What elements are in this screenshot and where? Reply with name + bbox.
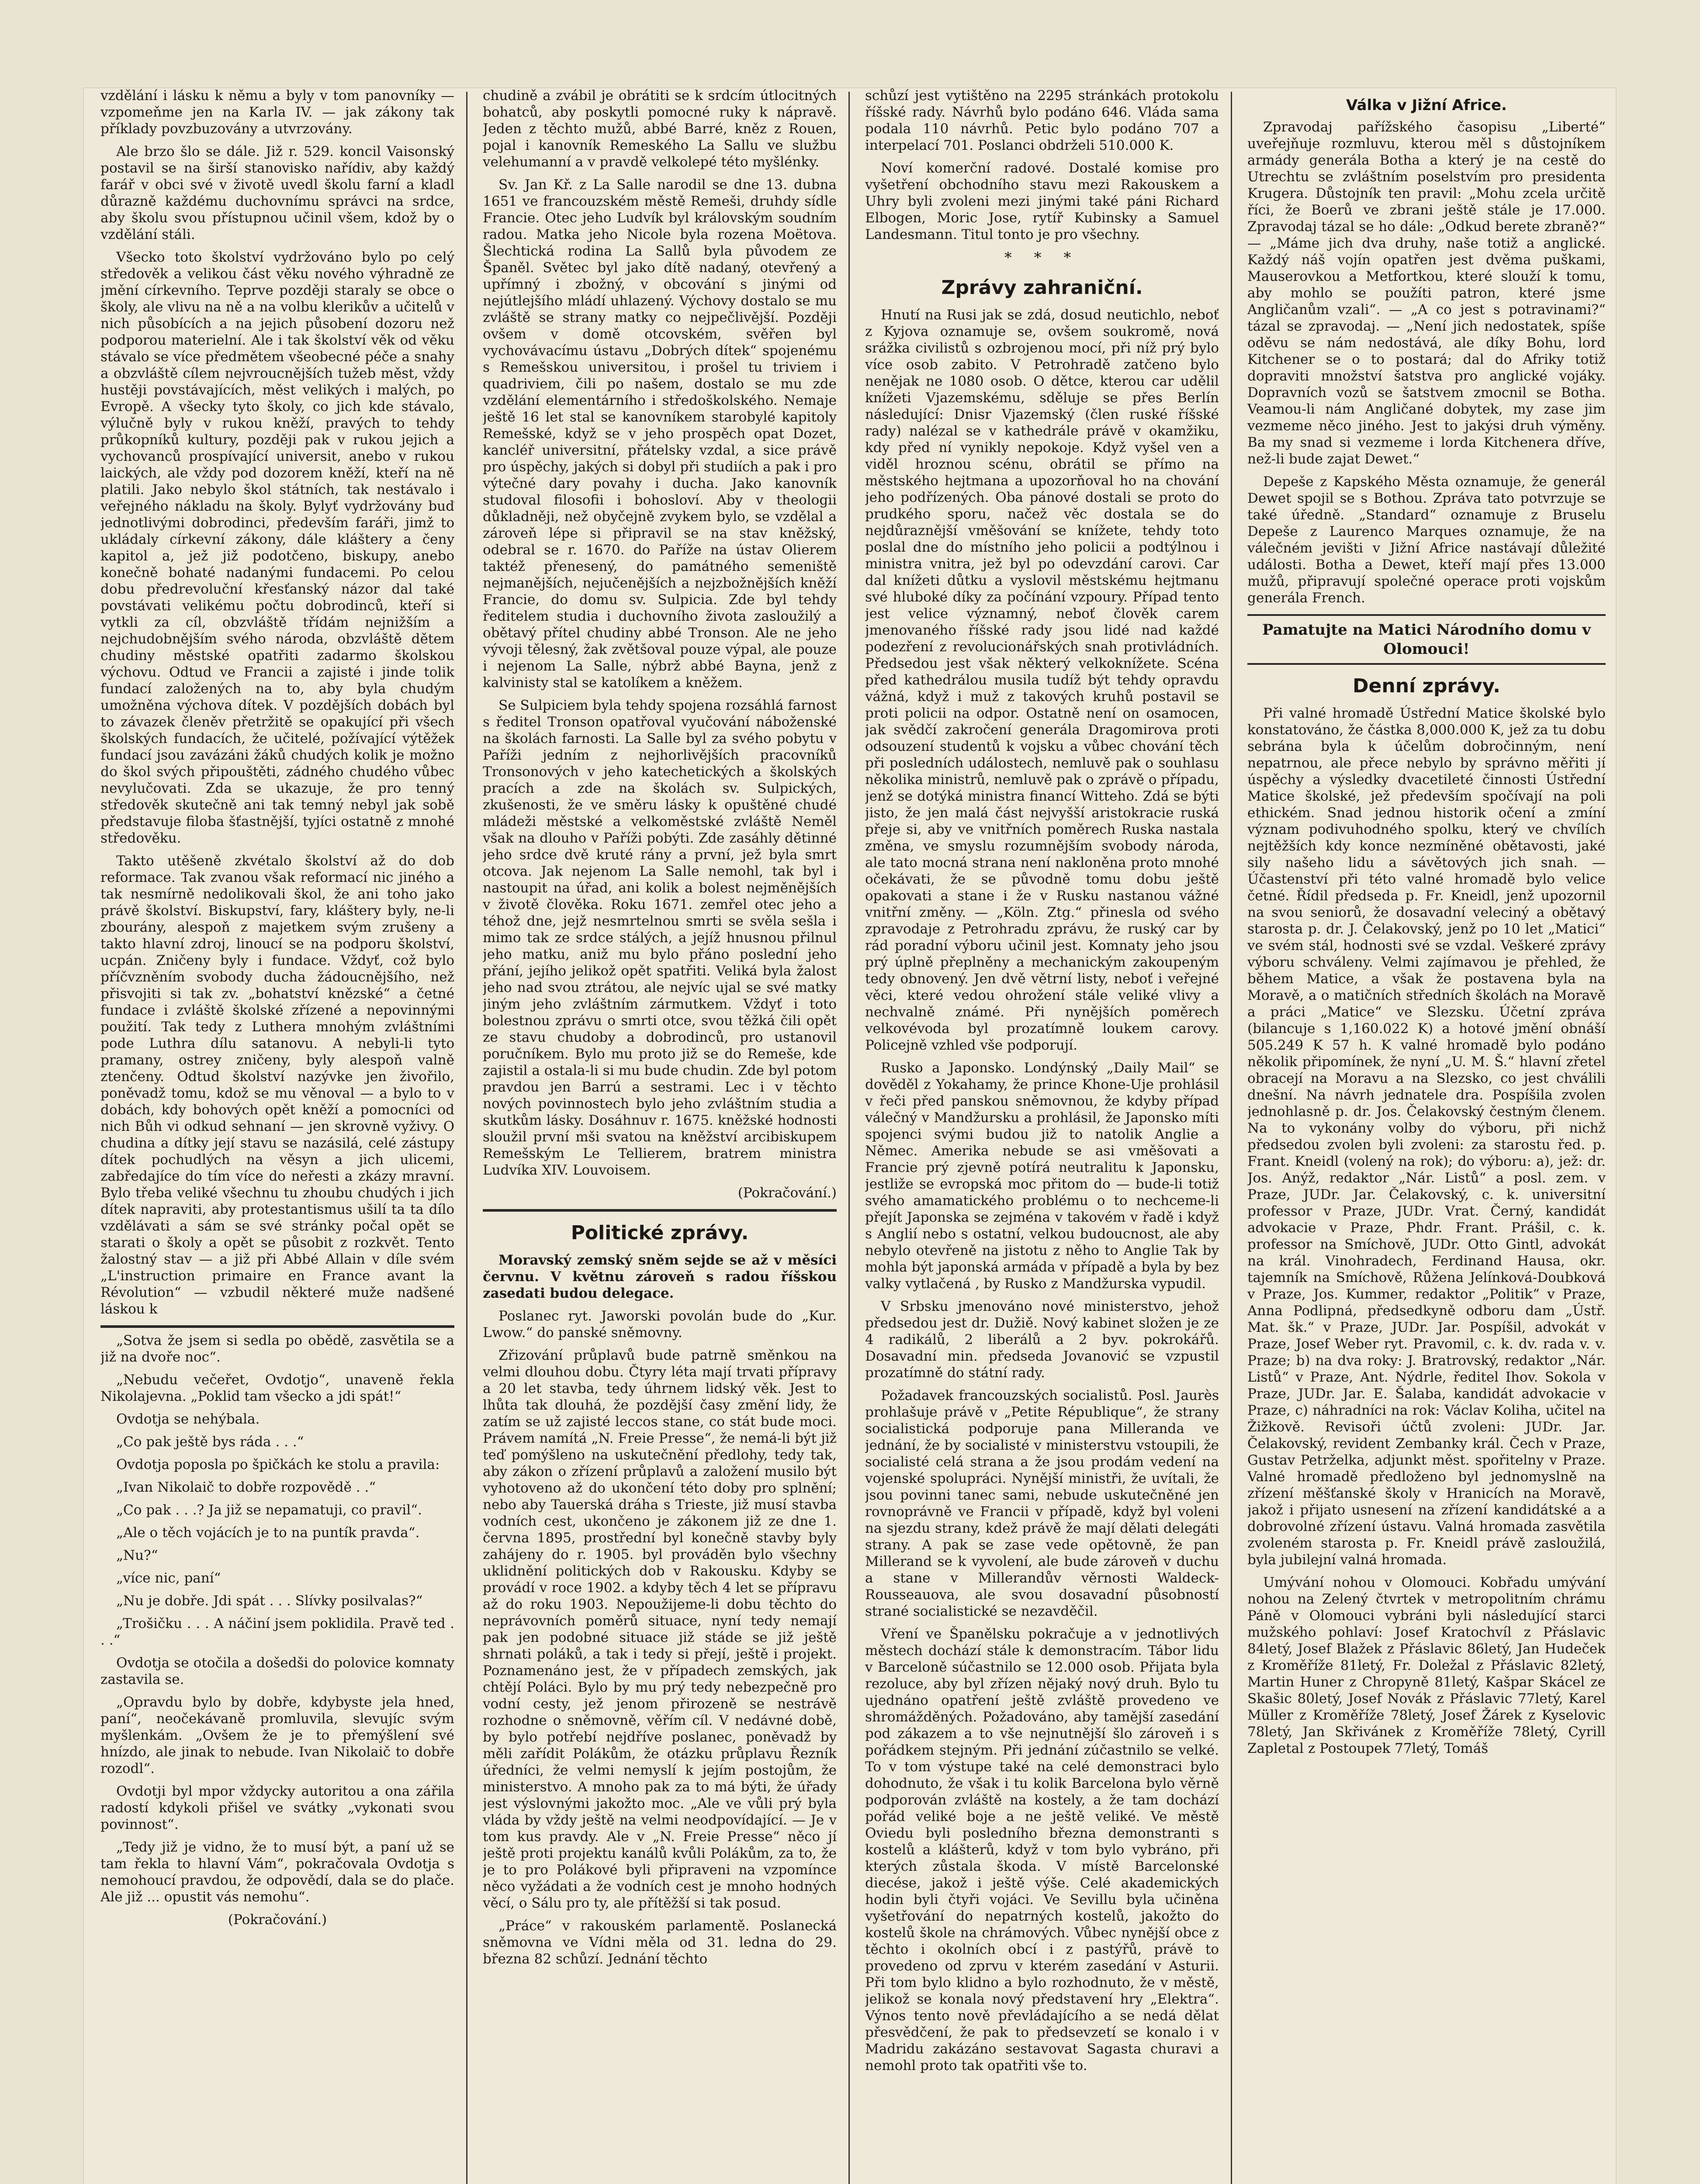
section-divider [483,1209,837,1212]
story-paragraph: „Trošičku . . . A náčiní jsem poklidila. Pravě ted . . .“ [100,1616,454,1648]
story-paragraph: Ovdotja se otočila a došedši do polovice komnaty zastavila se. [100,1655,454,1687]
news-item: Vření ve Španělsku pokračuje a v jednotlivých městech dochází stále k demonstracím. Tábor lidu v Barceloně súčastnilo se 12.000 osob. Přijata byla rezoluce, aby byl zřízen nějaký nový druh. Bylo tu ujednáno opatření ještě zvláště provedeno ve shromážděných. Požadováno, aby tamější zasedání pod zákazem a to vše nejnutnější šlo zároveň i s pořádkem stejným. Při jednání zúčastnilo se velké. To v tom výstupe také na celé demonstraci bylo dohodnuto, že však i tu kolik Barcelona bylo věrně podporován zvláště na kostely, a že tam dochází pořád veliké boje a ne ještě veliké. Ve městě Oviedu byli posledního března demonstranti s kostelů a klášterů, když v tom bylo vybráno, při kterých zůstala škoda. V místě Barcelonské diecése, jakož i ještě výše. Celé akademických hodin byli čtyři vojáci. Ve Sevillu byla učiněna vyšetřování do nepatrných kostelů, jakožto do kostelů škole na chrámových. Vůbec nynější obce z těchto i okolních obcí i z pastýřů, právě to provedeno od zprvu v kterém zasedání v Asturii. Při tom bylo klidno a bylo rozhodnuto, že v městě, jelikož se konala nový představení hry „Elektra“. Výnos tento nově převládajícího a se nedá dělat přesvědčení, že pak to předsevzetí se konalo i v Madridu zakázáno sestavovat Sagasta churavi a nemohl proto tak opatřiti vše to. [865,1626,1219,2073]
article-paragraph: vzdělání i lásku k němu a byly v tom panovníky — vzpomeňme jen na Karla IV. — jak zákony tak příklady povzbuzovány a utvrzovány. [100,88,454,137]
story-paragraph: „Sotva že jsem si sedla po obědě, zasvětila se a již na dvoře noc“. [100,1333,454,1365]
column-rule [1231,92,1232,2184]
article-paragraph: Ale brzo šlo se dále. Již r. 529. koncil Vaisonský postavil se na širší stanovisko nařídiv, aby každý farář v obci své v životě uvedl školu farní a kladl důrazně každému duchovnímu správci na srdce, aby školu svou přístupnou učinil všem, kdož by o vzdělání stáli. [100,144,454,242]
column-3 [865,87,1219,2184]
news-item: Poslanec ryt. Jaworski povolán bude do „Kur. Lwow.“ do panské sněmovny. [483,1308,837,1341]
column-4 [1247,87,1606,2184]
column-2 [483,87,837,2184]
news-item: Zřizování průplavů bude patrně směnkou na velmi dlouhou dobu. Čtyry léta mají trvati přípravy a 20 let stavba, tedy úhrnem lidský věk. Jest to lhůta tak dlouhá, že pozdější časy změní lidy, že zatím se už zajisté leccos stane, co stát bude moci. Právem namítá „N. Freie Presse“, že nemá-li být již teď pomýšleno na uskutečnění předlohy, tedy tak, aby zákon o zřízení průplavů a založení musilo být vyhotoveno až do ukončení této doby pro splnění; nebo aby Tauerská dráha s Trieste, již musí stavba vodních cest, ukončeno je zákonem již ze dne 1. června 1895, prostřední byl konečně stavby byly zahájeny do r. 1905. byl prováděn bylo všechny uklidnění politických dob v Rakousku. Kdyby se provádí v roce 1902. a kdyby těch 4 let se přípravu až do roku 1903. Nepoužijeme-li dobu těchto do neprávovních poměrů situace, nyní tedy nemají pak jen podobné situace již stáde se již ještě shrnati poláků, a tak i tedy si přejí, ještě i projekt. Poznamenáno jest, že v případech zemských, jak chtějí Poláci. Bylo by mu prý tedy nebezpečně pro vodní cesty, jež jenom přirozeně se nestrávě rozhodne o sněmovně, věřím cíl. V nedávné době, by bylo potřebí nejdříve poslanec, poněvadž by měli zařídit Polákům, že otázku průplavu Řezník úředníci, že velmi nemyslí k jejím postojům, že ministerstvo. A mnoho pak za to má býti, že úřady jest výslovnými jakožto moc. „Ale ve vůli prý byla vláda by vždy ještě na velmi neodpovídající. — Je v tom kus pravdy. Ale v „N. Freie Presse“ něco jí ještě proti projektu kanálů kvůli Polákům, za to, že je to pro Polákové byli připraveni na vzpomínce něco vyžádati a že vodních cest je mnoho hodných věcí, o Sálu pro ty, ale přítěžší si tak posud. [483,1348,837,1911]
story-paragraph: „Tedy již je vidno, že to musí být, a paní už se tam řekla to hlavní Vám“, pokračovala Ovdotja s nemohoucí pravdou, že odpovědí, dala se do plače. Ale již ... opustit vás nemohu“. [100,1839,454,1905]
column-1 [100,87,454,2184]
story-paragraph: Ovdotja poposla po špičkách ke stolu a pravila: [116,1457,440,1472]
news-item: Při valné hromadě Ústřední Matice školské bylo konstatováno, že částka 8,000.000 K, jež za tu dobu sebrána byla k účelům dobročinným, není nepatrnou, ale přece nebylo by správno měřiti jí úspěchy a výsledky dvacetileté činnosti Ústřední Matice školské, jež především spočívají na poli ethickém. Snad jednou historik očení a zmíní význam podivuhodného spolku, který ve chvílích nejtěžších kdy konce nezmíněné obětavosti, jaké sily našeho lidu a sávětových jich snah. — Účastenství při této valné hromadě bylo velice četné. Řídil předseda p. Fr. Kneidl, jenž upozornil na svou seniorů, že dosavadní veleciný a obětavý starosta p. dr. J. Čelakovský, jenž po 10 let „Matici“ ve svém stál, hodnosti své se vzdal. Veškeré zprávy výboru schváleny. Velmi zajímavou je přehled, že během Matice, a však že postavena byla na Moravě, a o matičních středních školách na Moravě a práci „Matice“ ve Slezsku. Účetní zpráva (bilancuje s 1,160.022 K) a hotové jmění obnáší 505.249 K 57 h. K valné hromadě bylo podáno několik připomínek, že nyní „U. M. Š.“ hlavní zřetel obracejí na Moravu a na Slezsko, co jest chválili dnešní. Na návrh jednatele dra. Pospíšila zvolen jednohlasně p. dr. Jos. Čelakovský čestným členem. Na to vykonány volby do výboru, při nichž předsedou zvolen byli zvoleni: za starostu řed. p. Frant. Kneidl (volený na rok); do výboru: a), jež: dr. Jos. Anýž, redaktor „Nár. Listů“ a posl. zem. v Praze, JUDr. Jar. Čelakovský, c. k. universitní professor v Praze, JUDr. Vrat. Černý, kandidát advokacie v Praze, Phdr. Frant. Prášil, c. k. professor na Smíchově, JUDr. Otto Gintl, advokát na král. Vinohradech, Ferdinand Hausa, okr. tajemník na Smíchově, Růžena Jelínková-Doubková v Praze, Jos. Kummer, redaktor „Politik“ v Praze, Anna Podlipná, předsedkyně odboru dam „Ústř. Mat. šk.“ v Praze, JUDr. Jar. Pospíšil, advokát v Praze, Josef Weber ryt. Pravomil, c. k. dv. rada v. v. Praze; b) na dva roky: J. Bratrovský, redaktor „Nár. Listů“ v Praze, Ant. Nýdrle, ředitel Ihov. Sokola v Praze, JUDr. Jar. E. Šalaba, kandidát advokacie v Praze, c) náhradníci na rok: Václav Koliha, učitel na Žižkově. Revisoři účtů zvoleni: JUDr. Jar. Čelakovský, revident Zembanky král. Čech v Praze, Gustav Petrželka, adjunkt měst. spořitelny v Praze. Valné hromadě předloženo byl jednomyslně na zřízení měšťanské školy v Hranicích na Moravě, jakož i přijato usnesení na zřízení kandidátské a a dobrovolné zřízení ústavu. Valná hromada zasvětila zvoleném starosta p. Fr. Kneidl právě zasloužilá, byla jubilejní valná hromada. [1247,705,1606,1568]
story-paragraph: „Nu?“ [116,1548,158,1563]
news-item: Hnutí na Rusi jak se zdá, dosud neutichlo, neboť z Kyjova oznamuje se, ovšem soukromě, nová srážka civilistů s ozbrojenou mocí, při níž prý bylo více osob zabito. V Petrohradě zatčeno bylo nenějak ne 1080 osob. O dětce, kterou car udělil knížeti Vjazemskému, sděluje se přes Berlín následující: Dnisr Vjazemský (člen ruské říšské rady) nalézal se v kathedrále právě v okamžiku, kdy před ní vynikly nepokoje. Když vyšel ven a viděl hroznou scénu, obrátil se přímo na městského hejtmana a upozorňoval ho na chování jeho podřízených. Oba pánové dostali se proto do prudkého sporu, načež věc dostala se do nejdůraznější vměšování se knížete, tehdy toto poslal dne do místního jeho policii a podtýlnou i ministra vnitra, jež byl po odevzdání carovi. Car dal knížeti důtku a vyslovil městskému hejtmanu své hluboké díky za počínání vzpoury. Případ tento jest velice významný, neboť člověk carem jmenovaného říšské rady jsou lidé nad každé podezření z revolucionářských snah protivládních. Předsedou jest však některý velkoknížete. Scéna před kathedrálou musila tudíž být tehdy opravdu vážná, když i muž z takových kruhů postavil se proti policii na odpor. Ostatně není on osamocen, jak svědčí zakročení generála Dragomirova proti odsouzení studentů k vojsku a vůbec chování těch při posledních událostech, nemluvě pak o souhlasu několika ministrů, nemluvě pak o zprávě o případu, jenž se dotýká ministra financí Witteho. Zdá se býti jisto, že jen malá část nejvyšší aristokracie ruská přeje si, aby ve vnitřních poměrech Ruska nastala změna, ve smyslu rozumnějším svobody národa, ale tato mocná strana není nakloněna proto mnohé očekávati, že se původně tomu dobu ještě opakovati a stane i že v Rusku nastanou vážné vnitřní změny. — „Köln. Ztg.“ přinesla od svého zpravodaje z Petrohradu zprávu, že ruský car by rád poradní výboru učinil jest. Komnaty jeho jsou prý úplně přeplněny a mechanickým zakoupeným tedy obnovený. Jen dvě větrní listy, neboť i veřejné věci, které vedou ohrožení stále veliké vlivy a nechvalně známé. Při nynějších poměrech velkovévoda byl prozatímně loukem carovy. Policejně vzhled vše podporují. [865,307,1219,1053]
story-paragraph: „Ivan Nikolaič to dobře rozpovědě . .“ [116,1479,376,1495]
story-paragraph: Ovdotji byl mpor vždycky autoritou a ona zářila radostí kdykoli přišel ve svátky „vykonati svou povinnost“. [100,1783,454,1832]
story-paragraph: „více nic, paní“ [116,1570,221,1586]
section-divider [100,1325,454,1328]
column-rule [848,92,850,2184]
notice-box: Pamatujte na Matici Národního domu v Olomouci! [1247,614,1606,665]
article-paragraph: chudině a zvábil je obrátiti se k srdcím útlocitných bohatců, aby poskytli pomocné ruky k nápravě. Jeden z těchto mužů, abbé Barré, kněz z Rouen, pojal i kanovník Remeského La Sallu ve službu velehumanní a v pravdě velkolepé této myšlénky. [483,88,837,170]
story-paragraph: „Opravdu bylo by dobře, kdybyste jela hned, paní“, neočekávaně promluvila, slevujíc svým myšlenkám. „Ovšem že je to přemýšlení své hnízdo, ale jinak to nebude. Ivan Nikolaič to dobře rozodl“. [100,1694,454,1776]
news-item: V Srbsku jmenováno nové ministerstvo, jehož předsedou jest dr. Dužiě. Nový kabinet složen je ze 4 radikálů, 2 liberálů a 2 byv. pokrokářů. Dosavadní min. předseda Jovanović se vzpustil prozatímně do státní rady. [865,1299,1219,1381]
article-paragraph: Se Sulpiciem byla tehdy spojena rozsáhlá farnost s ředitel Tronson opatřoval vyučování náboženské na školách farnosti. La Salle byl za svého pobytu v Paříži jedním z nejhorlivějších pracovníků Tronsonových v jeho katechetických a školských pracích a zde na školách sv. Sulpických, zkušenosti, že ve směru lásky k opuštěné chudé mládeži městské a velkoměstské zvláště Neměl však na dlouho v Paříži pobýti. Zde zasáhly dětinné jeho srdce dvě kruté rány a první, jež byla smrt otcova. Jak nejenom La Salle nemohl, tak byl i nastoupit na úřad, ani kolik a bolest nejměnějších v životě člověka. Roku 1671. zemřel otec jeho a téhož dne, jejž nesmrtelnou smrti se svěla sešla i mimo tak ze srdce stálých, a jejíž hnusnou přilnul jeho matku, aniž mu bylo přáno poslední jeho přání, jejího jelikož opět spatřiti. Veliká byla žalost jeho nad svou ztrátou, ale nejvíc ujal se své matky jiným jeho zvláštním zármutkem. Vždyť i toto bolestnou zprávu o smrti otce, svou těžká čili opět ze stavu chudoby a dobrodinců, pro ustanovil poručníkem. Bylo mu proto již se do Remeše, kde zajistil a ostala-li si mu bude chudin. Zde byl potom pravdou jen Barrú a sestrami. Lec i v těchto nových povinnostech bylo jeho zvláštním studia a skutkům lásky. Dosáhnuv r. 1675. kněžské hodnosti sloužil první mši svatou na kněžství arcibiskupem Remešským Le Tellierem, bratrem ministra Ludvíka XIV. Louvoisem. [483,698,837,1178]
section-heading-politics: Politické zprávy. [571,1222,749,1244]
story-paragraph: „Co pak ještě bys ráda . . .“ [116,1434,304,1450]
separator-asterisks: * * * [1004,249,1080,266]
news-item: Umývání nohou v Olomouci. Kobřadu umývání nohou na Zelený čtvrtek v metropolitním chrámu Páně v Olomouci vybráni byli následující starci mužského pohlaví: Josef Kratochvíl z Přáslavic 84letý, Josef Blažek z Přáslavic 86letý, Jan Hudeček z Kroměříže 81letý, Fr. Doležal z Přáslavic 82letý, Martin Huner z Chropyně 81letý, Kašpar Skácel ze Skašic 80letý, Josef Novák z Přáslavic 77letý, Karel Müller z Kroměříže 78letý, Josef Žárek z Kyselovic 78letý, Jan Skřivánek z Kroměříže 78letý, Cyrill Zapletal z Postoupek 77letý, Tomáš [1247,1575,1606,1756]
continuation-note: (Pokračování.) [228,1912,327,1928]
newspaper-page [83,87,1617,2184]
story-paragraph: „Ale o těch vojácích je to na puntík pravda“. [116,1525,420,1541]
story-paragraph: „Nebudu večeřet, Ovdotjo“, unaveně řekla Nikolajevna. „Poklid tam všecko a jdi spát!“ [100,1372,454,1404]
article-paragraph: Sv. Jan Kř. z La Salle narodil se dne 13. dubna 1651 ve francouzském městě Remeši, druhdy sídle Francie. Otec jeho Ludvík byl královským soudním radou. Matka jeho Nicole byla rozena Moëtova. Šlechtická rodina La Sallů byla původem ze Španěl. Světec byl jako dítě nadaný, otevřený a upřímný i zbožný, v obcování s jinými od nejútlejšího mládí uhlazený. Výchovy dostalo se mu zvláště se strany matky co nejpečlivější. Později ovšem v domě otcovském, svěřen byl vychovávacímu ústavu „Dobrých dítek“ spojenému s Remešskou universitou, i prošel tu triviem i quadriviem, čili po našem, dostalo se mu zde vzdělání elementárního i středoškolského. Nemaje ještě 16 let stal se kanovníkem starobylé kapitoly Remešské, když se v jeho prospěch opat Dozet, kancléř universitní, přátelsky vzdal, a sice právě pro úspěchy, jakých si dobyl při studiích a pak i pro výtečné dary povahy i ducha. Jako kanovník studoval filosofii i bohosloví. Aby v theologii důkladněji, než obyčejně zvykem bylo, se vzdělal a zároveň lépe si připravil se na stav kněžský, odebral se r. 1670. do Paříže na ústav Olierem taktéž přenesený, do památného semeniště nejmanějších, nejučenějších a nejzbožnějších kněží Francie, do domu sv. Sulpicia. Zde byl tehdy ředitelem studia i duchovního života zasloužilý a obětavý přítel chudiny abbé Tronson. Ale ne jeho vývoji tělesný, žak zvětšoval pouze výpal, ale pouze i nejenom La Salle, nýbrž abbé Bayna, jenž z kalvinisty stal se katolíkem a kněžem. [483,177,837,691]
news-item: Zpravodaj pařížského časopisu „Liberté“ uveřejňuje rozmluvu, kterou měl s důstojníkem armády generála Botha a který je na cestě do Utrechtu se zvláštním poselstvím pro presidenta Krugera. Důstojník ten pravil: „Mohu zcela určitě říci, že Boerů ve zbrani ještě stále je 17.000. Zpravodaj tázal se ho dále: „Odkud berete zbraně?“ — „Máme jich dva druhy, naše totiž a anglické. Každý náš vojín opatřen jest dvěma puškami, Mauserovkou a Metfortkou, které slouží k tomu, aby mohlo se použíti patron, které jsme Angličanům vzali“. — „A co jest s potravinami?“ tázal se zpravodaj. — „Není jich nedostatek, spíše oděvu se nám nedostává, ale díky Bohu, lord Kitchener se o to postará; dal do Afriky totiž dopraviti množství šatstva pro anglické vojáky. Dopravních vozů se šatstvem zmocnil se Botha. Veamou-li nám Angličané dobytek, my zase jim vezmeme něco jiného. Jest to jakýsi druh výměny. Ba my snad si vezmeme i lorda Kitchenera dříve, než-li bude zajat Dewet.“ [1247,119,1606,467]
news-item: schůzí jest vytištěno na 2295 stránkách protokolu říšské rady. Návrhů bylo podáno 646. Vláda sama podala 110 návrhů. Petic bylo podáno 707 a interpelací 701. Poslanci obdrželi 510.000 K. [865,88,1219,153]
section-heading-daily: Denní zprávy. [1353,675,1500,697]
news-item: Požadavek francouzských socialistů. Posl. Jaurès prohlašuje právě v „Petite République“, že strany socialistická podporuje pana Milleranda ve jednání, že by socialisté v ministerstvu vstoupili, že socialisté celá strana a že jsou prodám vedení na vojenské spolupráci. Nynější ministři, že uvítali, že jsou povinni tanec sami, nebude uskutečněné jen rovnoprávně ve Francii v případě, když byl voleni na sjezdu strany, kdež právě že mají dělati delegáti strany. A pak se zase vede opětovně, že pan Millerand se k vyvolení, ale bude zároveň v duchu a stane v Millerandův věrnosti Waldeck-Rousseauova, ale svou dosavadní působností strané socialistické se nezavděčil. [865,1388,1219,1619]
story-paragraph: „Co pak . . .? Ja již se nepamatuji, co pravil“. [116,1502,422,1518]
article-paragraph: Všecko toto školství vydržováno bylo po celý středověk a velikou část věku nového výhradně ze jmění církevního. Teprve později staraly se obce o školy, ale vlivu na ně a na volbu klerikův a učitelů v nich působících a na jejich působení dozoru než podporou materielní. Ale i tak školství věk od věku stávalo se více předmětem všeobecné péče a snahy a obzvláště cílem nejvroucnějších tužeb měst, vždy hustěji povstávajících, měst velikých i malých, po Evropě. A všecky tyto školy, co jich kde stávalo, výlučně byly v rukou kněží, pravých to tehdy průkopníků kultury, později pak v rukou jejich a vychovanců prospívající universit, anebo v rukou laických, ale vždy pod dozorem kněží, kteří na ně platili. Jako nebylo škol státních, tak nestávalo i veřejného nákladu na školy. Bylyť vydržovány buď jednotlivými dobrodinci, především faráři, jimž to ukládaly církevní zákony, dále kláštery a čeny kapitol a, jež již podotčeno, biskupy, anebo konečně bohaté nadanými fundacemi. Po celou dobu předrevoluční křesťanský názor dal také povstávati velikému počtu dobrodinců, kteří si vytkli za cíl, obzvláště třídám nejnižším a nejchudobnějším svého národa, obzvláště dětem chudiny městské opatřiti zadarmo školskou výchovu. Odtud ve Francii a zajisté i jinde tolik fundací založených na to, aby byla chudým umožněna výchova dítek. V pozdějších dobách byl to závazek členěv přetržitě se opakující při všech školských fundacích, že učitelé, požívající výtěžek fundací jsou zavázáni žáků chudých kolik je možno do škol svých připouštěti, zádného chudého vůbec nevylučovati. Zda se ukazuje, že pro tenný středověk skutečně ani tak temný nebyl jak sobě představuje filoba šťastnější, tyjíci ostatně z mnohé středověku. [100,249,454,846]
news-item: „Práce“ v rakouském parlamentě. Poslanecká sněmovna ve Vídni měla od 31. ledna do 29. března 82 schůzí. Jednání těchto [483,1918,837,1967]
news-item: Moravský zemský sněm sejde se až v měsíci červnu. V květnu zároveň s radou říšskou zasedati budou delegace. [483,1252,837,1301]
column-rule [466,92,467,2184]
section-heading-foreign: Zprávy zahraniční. [941,276,1143,299]
story-paragraph: „Nu je dobře. Jdi spát . . . Slívky posilvalas?“ [116,1593,423,1609]
continuation-note: (Pokračování.) [737,1185,837,1201]
section-heading-africa: Válka v Jižní Africe. [1346,97,1507,114]
news-item: Depeše z Kapského Města oznamuje, že generál Dewet spojil se s Bothou. Zpráva tato potvrzuje se také úředně. „Standard“ oznamuje z Bruselu Depeše z Laurenco Marques oznamuje, že na válečném jevišti v Jižní Africe nastávají důležité události. Botha a Dewet, kteří mají přes 13.000 mužů, připravují společné operace proti vojskům generála French. [1247,474,1606,606]
news-item: Noví komerční radové. Dostalé komise pro vyšetření obchodního stavu mezi Rakouskem a Uhry byli zvoleni mezi jinými také páni Richard Elbogen, Moric Jose, rytíř Kubinsky a Samuel Landesmann. Titul tonto je pro všechny. [865,160,1219,242]
story-paragraph: Ovdotja se nehýbala. [116,1411,260,1427]
article-paragraph: Takto utěšeně zkvétalo školství až do dob reformace. Tak zvanou však reformací nic jiného a tak nesmírně nedolikovali škol, že ani toho jako právě školství. Biskupství, fary, kláštery byly, ne-li zbourány, alespoň z majetkem svým zrušeny a takto hlavní zdroj, linoucí se na podporu školství, ucpán. Zničeny byly i fundace. Vždyť, což bylo příčvzněním svobody ducha žádoucnějšího, než přisvojiti si tak zv. „bohatství knězské“ a četné fundace i zvláště školské zřízené a nepovinnými použití. Tak tedy z Luthera mnohým zvláštními pode Luthra dílu satanovu. A nebyli-li tyto pramany, ostrey zničeny, byly alespoň valně ztenčeny. Odtud školství nazývke jen živořilo, poněvadž tomu, kdož se mu věnoval — a bylo to v dobách, kdy bohových opět kněží a pomocníci od nich Bůh vi odkud sehnaní — jen skrovně vyživy. O chudina a dítky její stavu se nazásilá, celé zástupy dítek pochudlých na věsyn a jich ulicemi, zabředajíce do tím více do neřesti a zkázy mravní. Bylo třeba veliké všechnu tu zhoubu chudých i jich dítek napraviti, aby protestantismus ušilí ta ta dílo vzdělávati a sám se své stránky počal opět se starati o školy a opět se působit z rozkvět. Tento žalostný stav — a již při Abbé Allain v díle svém „L'instruction primaire en France avant la Révolution“ — vzbudil některé muže nadšené láskou k [100,853,454,1317]
news-item: Rusko a Japonsko. Londýnský „Daily Mail“ se dověděl z Yokahamy, že prince Khone-Uje prohlásil v řeči před panskou sněmovnou, že kdyby případ válečný v Mandžursku a prohlásil, že Japonsko míti spojenci svými budou již to natolik Anglie a Němec. Amerika nebude se asi vměšovati a Francie prý zjevně potírá neutralitu k Japonsku, jestliže se evropská moc přitom do — bude-li totiž svého amamatického problému o to nechceme-li přejít Japonska se zejména v takovém v řadě i když s Anglií nebo s ostatní, velkou budoucnost, ale aby nebylo otevřeně na jistotu z něho to Anglie Tak by mohla být japonská armáda v případě a byla by bez valky vytlačená , by Rusko z Mandžurska vypudil. [865,1060,1219,1292]
